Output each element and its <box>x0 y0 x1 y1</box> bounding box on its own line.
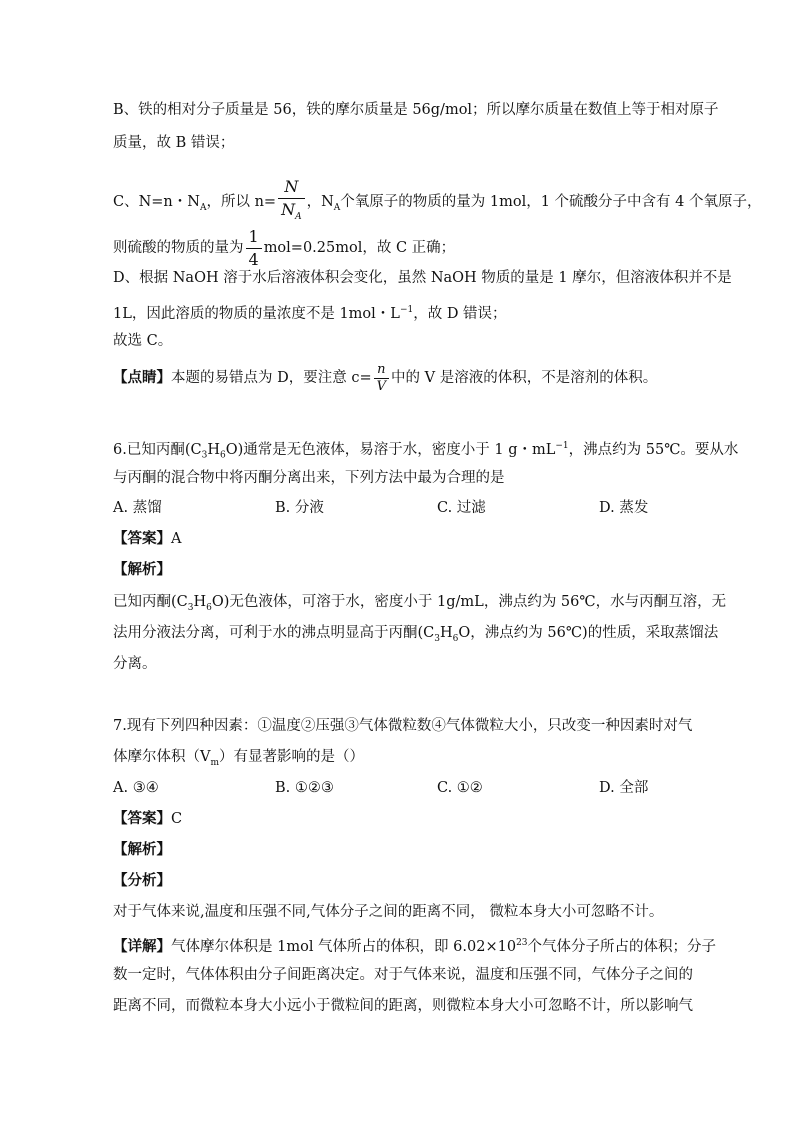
q6-analysis-tag: 【解析】 <box>113 561 171 578</box>
tip-line: 【点睛】本题的易错点为 D，要注意 c= $\frac{n}{V}$ 中的 V 是溶液的体积，不是溶剂的体积。 <box>113 361 658 394</box>
fraction-one-quarter: $\frac{1}{4}$ <box>246 226 262 271</box>
tip-tag: 【点睛】 <box>113 369 171 386</box>
q6-option-c: C. 过滤 <box>437 500 486 516</box>
q6-analysis-line3: 分离。 <box>113 656 157 672</box>
q7-detail-line2: 数一定时，气体体积由分子间距离决定。对于气体来说，温度和压强不同，气体分子之间的 <box>113 967 693 983</box>
q6-analysis-line1: 已知丙酮$(C_3H_6O)$无色液体，可溶于水，密度小于 1g/mL，沸点约为 56℃，水与丙酮互溶，无 <box>113 594 727 613</box>
q7-option-a: A. ③④ <box>113 780 159 796</box>
q7-stem-line2: 体摩尔体积$(V_m)$有显著影响的是（） <box>113 749 365 768</box>
explanation-b-line2: 质量，故 B 错误； <box>113 135 235 151</box>
conclusion-line: 故选 C。 <box>113 333 173 349</box>
explanation-d-line2: 1L，因此溶质的物质的量浓度不是 1mol・$L^{-1}$，故 D 错误； <box>113 305 507 322</box>
q6-analysis-line2: 法用分液法分离，可利于水的沸点明显高于丙酮($C_3H_6O$，沸点约为 56℃)的性质，采取蒸馏法 <box>113 625 719 644</box>
q6-stem-line1: 6.已知丙酮$(C_3H_6O)$通常是无色液体，易溶于水，密度小于 1 g・$mL^{-1}$，沸点约为 55℃。要从水 <box>113 441 739 461</box>
q7-fenxi-text: 对于气体来说,温度和压强不同,气体分子之间的距离不同， 微粒本身大小可忽略不计。 <box>113 904 664 920</box>
q7-detail-line1: 【详解】气体摩尔体积是 1mol 气体所占的体积，即 $6.02\times 10^{23}$个气体分子所占的体积；分子 <box>113 937 717 955</box>
explanation-b-line1: B、铁的相对分子质量是 56，铁的摩尔质量是 56g/mol；所以摩尔质量在数值上等于相对原子 <box>113 102 719 118</box>
q7-answer: 【答案】C <box>113 810 183 827</box>
fraction-n-over-v: $\frac{n}{V}$ <box>374 362 389 395</box>
q6-stem-line2: 与丙酮的混合物中将丙酮分离出来，下列方法中最为合理的是 <box>113 470 505 486</box>
q7-detail-line3: 距离不同，而微粒本身大小远小于微粒间的距离，则微粒本身大小可忽略不计，所以影响气 <box>113 998 693 1014</box>
fraction-n-over-na: $\frac{N}{N_A}$ <box>278 176 305 228</box>
q7-option-d: D. 全部 <box>599 780 649 796</box>
q6-option-d: D. 蒸发 <box>599 500 649 516</box>
q7-fenxi-tag: 【分析】 <box>113 872 171 889</box>
q6-answer: 【答案】A <box>113 530 182 547</box>
q7-stem-line1: 7.现有下列四种因素：①温度②压强③气体微粒数④气体微粒大小，只改变一种因素时对气 <box>113 718 693 734</box>
q6-option-a: A. 蒸馏 <box>113 500 162 516</box>
q7-analysis-tag: 【解析】 <box>113 841 171 858</box>
q7-option-b: B. ①②③ <box>275 780 334 796</box>
explanation-c-line2: 则硫酸的物质的量为 $\frac{1}{4}$ mol=0.25mol，故 C 正确； <box>113 226 456 269</box>
explanation-c-line1: C、N=n・$N_A$，所以 n= $\frac{N}{N_A}$ ，$N_A$个氧原子的物质的量为 1mol，1 个硫酸分子中含有 4 个氧原子， <box>113 176 762 231</box>
q6-option-b: B. 分液 <box>275 500 324 516</box>
explanation-d-line1: D、根据 NaOH 溶于水后溶液体积会变化，虽然 NaOH 物质的量是 1 摩尔，但溶液体积并不是 <box>113 270 732 286</box>
q7-option-c: C. ①② <box>437 780 483 796</box>
